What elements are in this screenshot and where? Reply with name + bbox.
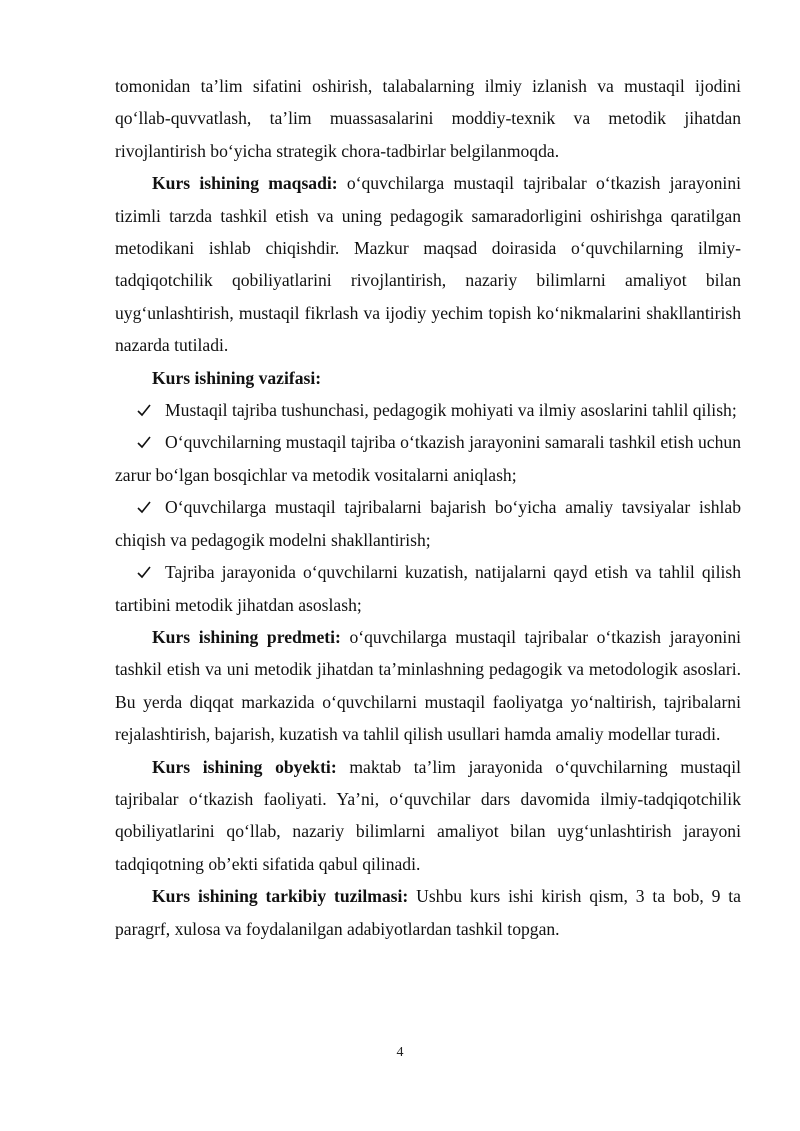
obyekt-heading: Kurs ishining obyekti: <box>152 756 337 777</box>
maqsad-text: o‘quvchilarga mustaqil tajribalar o‘tkazish jarayonini tizimli tarzda tashkil etish va uning pedagogik samaradorligini oshirishga qaratilgan metodikani ishlab chiqishdir. Mazkur maqsad doirasida o‘quvchilarning ilmiy-tadqiqotchilik qobiliyatlarini rivojlantirish, nazariy bilimlarni amaliyot bilan uyg‘unlashtirish, mustaqil fikrlash va ijodiy yechim topish ko‘nikmalarini shakllantirish nazarda tutiladi. <box>115 173 742 356</box>
predmet-paragraph <box>115 621 741 751</box>
vazifa-item <box>115 556 741 621</box>
checkmark-icon <box>137 556 165 588</box>
vazifa-item <box>115 426 741 491</box>
predmet-heading: Kurs ishining predmeti: <box>152 626 341 647</box>
tuzilma-heading: Kurs ishining tarkibiy tuzilmasi: <box>152 886 409 907</box>
vazifa-item-text: Tajriba jarayonida o‘quvchilarni kuzatish, natijalarni qayd etish va tahlil qilish tartibini metodik jihatdan asoslash; <box>115 562 741 615</box>
maqsad-heading: Kurs ishining maqsadi: <box>152 173 338 194</box>
vazifa-item-text: O‘quvchilarning mustaqil tajriba o‘tkazish jarayonini samarali tashkil etish uchun zarur bo‘lgan bosqichlar va metodik vositalarni aniqlash; <box>115 432 741 485</box>
vazifa-item <box>115 491 741 556</box>
checkmark-icon <box>137 426 165 458</box>
predmet-text: o‘quvchilarga mustaqil tajribalar o‘tkazish jarayonini tashkil etish va uni metodik jihatdan ta’minlashning pedagogik va metodologik asoslari. Bu yerda diqqat markazida o‘quvchilarni mustaqil faoliyatga yo‘naltirish, tajribalarni rejalashtirish, bajarish, kuzatish va tahlil qilish usullari hamda amaliy modellar turadi. <box>115 626 741 745</box>
vazifa-item <box>115 394 741 426</box>
vazifa-heading-paragraph <box>115 362 741 394</box>
page-number: 4 <box>396 1045 404 1060</box>
checkmark-icon <box>137 491 165 523</box>
intro-paragraph: tomonidan ta’lim sifatini oshirish, talabalarning ilmiy izlanish va mustaqil ijodini qo‘llab-quvvatlash, ta’lim muassasalarini moddiy-texnik va metodik jihatdan rivojlantirish bo‘yicha strategik chora-tadbirlar belgilanmoqda. <box>115 76 741 161</box>
vazifa-item-text: O‘quvchilarga mustaqil tajribalarni bajarish bo‘yicha amaliy tavsiyalar ishlab chiqish va pedagogik modelni shakllantirish; <box>115 497 741 550</box>
tuzilma-text: Ushbu kurs ishi kirish qism, 3 ta bob, 9 ta paragrf, xulosa va foydalanilgan adabiyotlardan tashkil topgan. <box>115 886 741 939</box>
obyekt-paragraph <box>115 751 741 881</box>
checkmark-icon <box>137 394 165 426</box>
maqsad-paragraph <box>115 167 741 361</box>
tuzilma-paragraph <box>115 880 741 945</box>
document-page <box>115 70 741 945</box>
vazifa-item-text: Mustaqil tajriba tushunchasi, pedagogik mohiyati va ilmiy asoslarini tahlil qilish; <box>165 400 737 421</box>
vazifa-heading: Kurs ishining vazifasi: <box>152 367 322 388</box>
obyekt-text: maktab ta’lim jarayonida o‘quvchilarning mustaqil tajribalar o‘tkazish faoliyati. Ya’ni, o‘quvchilar dars davomida ilmiy-tadqiqotchilik qobiliyatlarini qo‘llab, nazariy bilimlarni amaliyot bilan uyg‘unlashtirish jarayoni tadqiqotning ob’ekti sifatida qabul qilinadi. <box>115 756 741 874</box>
